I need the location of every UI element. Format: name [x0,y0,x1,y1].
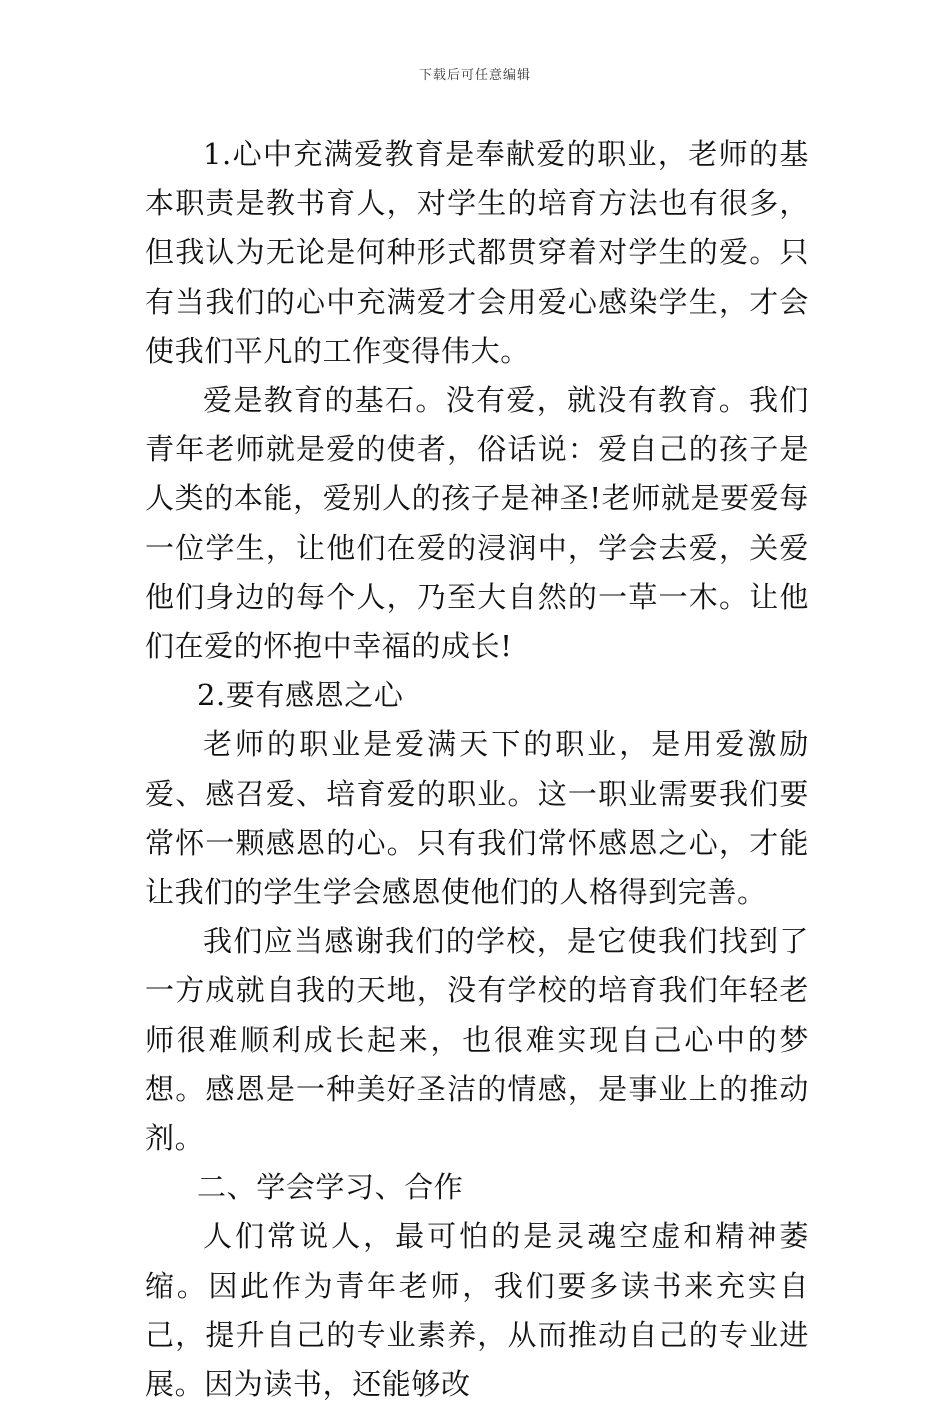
paragraph-reading: 人们常说人，最可怕的是灵魂空虚和精神萎缩。因此作为青年老师，我们要多读书来充实自己，提升自己的专业素养，从而推动自己的专业进展。因为读书，还能够改 [145,1219,809,1402]
section-heading-learn-cooperate: 二、学会学习、合作 [197,1170,464,1205]
paragraph-love-foundation: 爱是教育的基石。没有爱，就没有教育。我们青年老师就是爱的使者，俗话说：爱自己的孩子是人类的本能，爱别人的孩子是神圣!老师就是要爱每一位学生，让他们在爱的浸润中，学会去爱，关爱他们身边的每个人，乃至大自然的一草一木。让他们在爱的怀抱中幸福的成长! [145,383,809,664]
body-text [145,130,809,1409]
section-heading-gratitude: 2.要有感恩之心 [197,678,404,713]
header-note: 下载后可任意编辑 [418,68,531,83]
paragraph-teacher-profession: 老师的职业是爱满天下的职业，是用爱激励爱、感召爱、培育爱的职业。这一职业需要我们要常怀一颗感恩的心。只有我们常怀感恩之心，才能让我们的学生学会感恩使他们的人格得到完善。 [145,727,809,910]
paragraph-thank-school: 我们应当感谢我们的学校，是它使我们找到了一方成就自我的天地，没有学校的培育我们年轻老师很难顺利成长起来，也很难实现自己心中的梦想。感恩是一种美好圣洁的情感，是事业上的推动剂。 [145,924,809,1156]
paragraph-love-in-heart: 1.心中充满爱教育是奉献爱的职业，老师的基本职责是教书育人，对学生的培育方法也有很多，但我认为无论是何种形式都贯穿着对学生的爱。只有当我们的心中充满爱才会用爱心感染学生，才会使我们平凡的工作变得伟大。 [145,137,809,368]
